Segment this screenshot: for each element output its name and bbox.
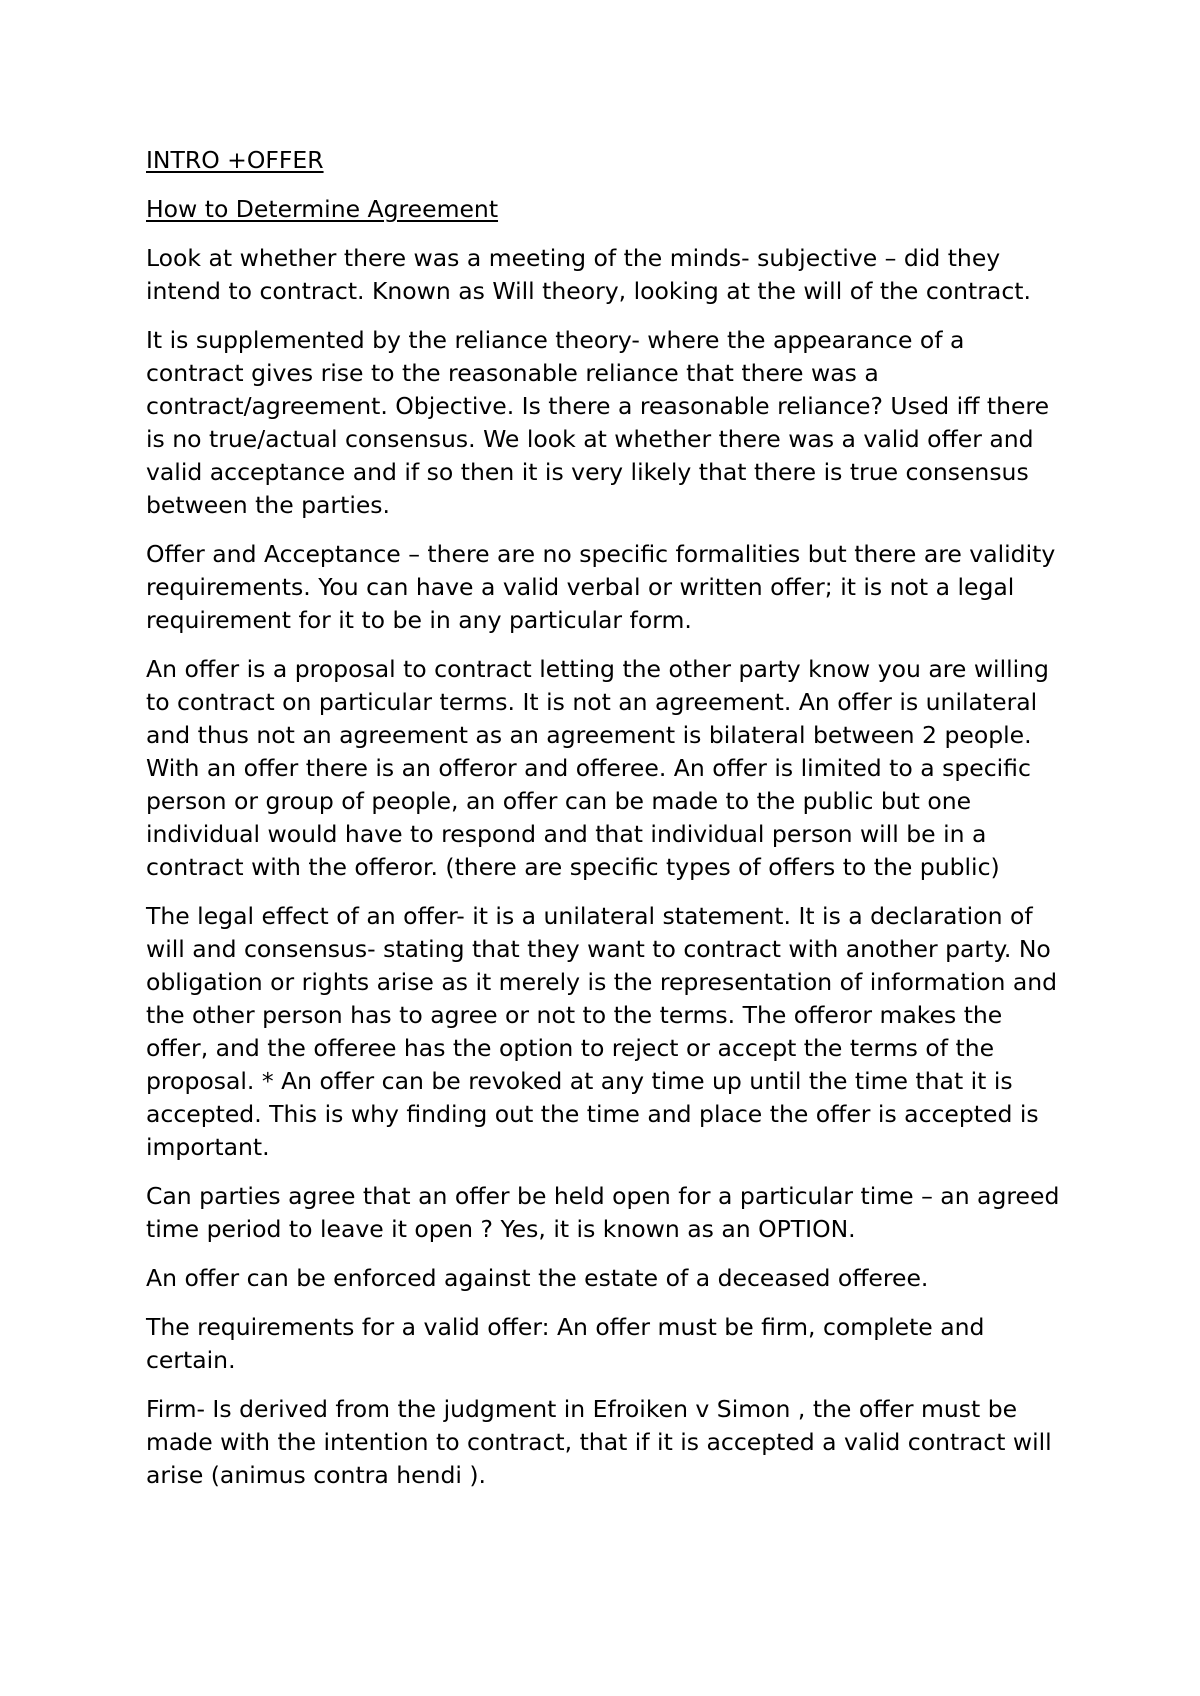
section-heading: How to Determine Agreement: [146, 195, 499, 223]
paragraph-option: Can parties agree that an offer be held open for a particular time – an agreed time period to leave it open ? Yes, it is known as an OPTION.: [146, 1182, 1060, 1243]
paragraph-offer-definition: An offer is a proposal to contract letting the other party know you are willing to contract on particular terms. It is not an agreement. An offer is unilateral and thus not an agreement as an agreement is bilateral between 2 people. With an offer there is an offeror and offeree. An offer is limited to a specific person or group of people, an offer can be made to the public but one individual would have to respond and that individual person will be in a contract with the offeror. (there are specific types of offers to the public): [146, 655, 1049, 881]
paragraph-deceased-offeree: An offer can be enforced against the estate of a deceased offeree.: [146, 1264, 929, 1292]
paragraph-requirements: The requirements for a valid offer: An offer must be firm, complete and certain.: [146, 1313, 985, 1374]
paragraph-firm: Firm- Is derived from the judgment in Efroiken v Simon , the offer must be made with the intention to contract, that if it is accepted a valid contract will arise (animus contra hendi ).: [146, 1395, 1052, 1489]
document-body: [146, 144, 1066, 1508]
paragraph-legal-effect: The legal effect of an offer- it is a unilateral statement. It is a declaration of will and consensus- stating that they want to contract with another party. No obligation or rights arise as it merely is the representation of information and the other person has to agree or not to the terms. The offeror makes the offer, and the offeree has the option to reject or accept the terms of the proposal. * An offer can be revoked at any time up until the time that it is accepted. This is why finding out the time and place the offer is accepted is important.: [146, 902, 1058, 1161]
document-title: INTRO +OFFER: [146, 146, 324, 174]
paragraph-offer-acceptance: Offer and Acceptance – there are no specific formalities but there are validity requirements. You can have a valid verbal or written offer; it is not a legal requirement for it to be in any particular form.: [146, 540, 1056, 634]
paragraph-will-theory: Look at whether there was a meeting of the minds- subjective – did they intend to contract. Known as Will theory, looking at the will of the contract.: [146, 244, 1031, 305]
paragraph-reliance-theory: It is supplemented by the reliance theory- where the appearance of a contract gives rise to the reasonable reliance that there was a contract/agreement. Objective. Is there a reasonable reliance? Used iff there is no true/actual consensus. We look at whether there was a valid offer and valid acceptance and if so then it is very likely that there is true consensus between the parties.: [146, 326, 1050, 519]
